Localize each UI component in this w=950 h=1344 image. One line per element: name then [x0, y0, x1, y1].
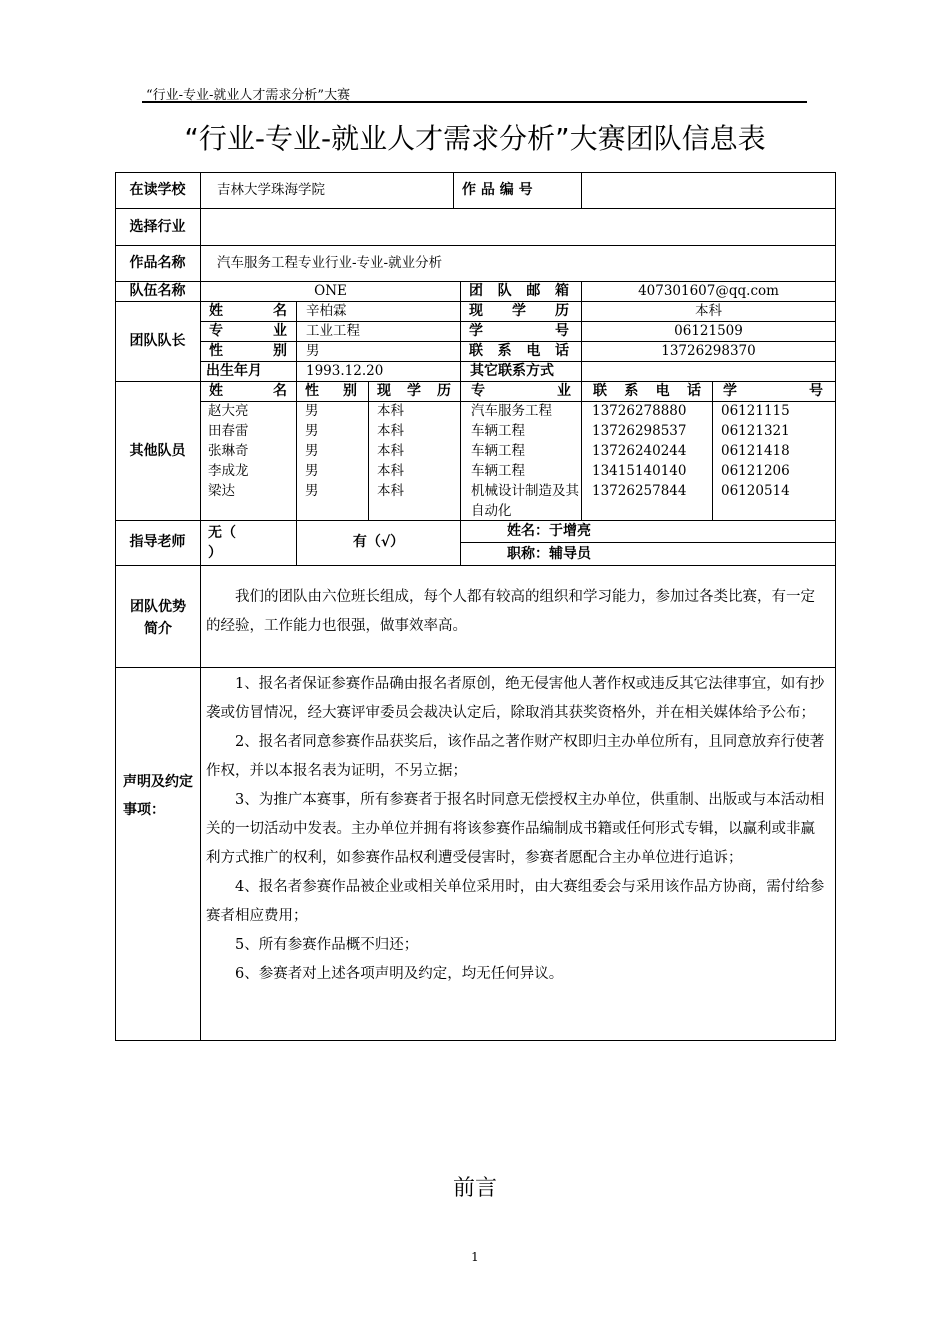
team-name-label: 队伍名称 — [129, 283, 186, 299]
leader-name-value[interactable]: 辛柏霖 — [306, 303, 347, 319]
work-name-value[interactable]: 汽车服务工程专业行业-专业-就业分析 — [217, 255, 443, 271]
member-major[interactable]: 车辆工程 — [471, 423, 525, 439]
leader-degree-value[interactable]: 本科 — [695, 303, 722, 319]
leader-major-label: 专业 — [209, 323, 287, 339]
member-major[interactable]: 汽车服务工程 — [471, 403, 552, 419]
declaration-list — [206, 670, 828, 1036]
declaration-label: 声明及约定事项： — [123, 774, 193, 818]
team-email-value[interactable]: 407301607@qq.com — [638, 283, 779, 299]
advisor-title: 职称：辅导员 — [507, 546, 591, 562]
industry-value[interactable] — [215, 209, 825, 245]
member-gender[interactable]: 男 — [305, 443, 319, 459]
col-student-id: 学号 — [723, 383, 823, 399]
leader-other-contact-label: 其它联系方式 — [470, 363, 554, 379]
leader-birth-label: 出生年月 — [206, 363, 262, 379]
work-number-value[interactable] — [585, 172, 831, 209]
member-gender[interactable]: 男 — [305, 483, 319, 499]
industry-label: 选择行业 — [129, 219, 186, 235]
member-name[interactable]: 李成龙 — [208, 463, 249, 479]
member-name[interactable]: 梁达 — [208, 483, 235, 499]
advantage-text[interactable]: 我们的团队由六位班长组成，每个人都有较高的组织和学习能力，参加过各类比赛，有一定的经验，工作能力也很强，做事效率高。 — [206, 589, 815, 634]
advisor-none-option[interactable]: 无（ ） — [208, 525, 236, 561]
leader-id-value[interactable]: 06121509 — [674, 323, 743, 339]
running-header: “行业-专业-就业人才需求分析”大赛 — [146, 88, 351, 103]
member-phone[interactable]: 13726278880 — [592, 403, 687, 419]
leader-id-label: 学号 — [469, 323, 569, 339]
school-value[interactable]: 吉林大学珠海学院 — [217, 182, 325, 198]
header-rule — [142, 101, 807, 103]
declaration-item: 1、报名者保证参赛作品确由报名者原创，绝无侵害他人著作权或违反其它法律事宜，如有抄袭或仿冒情况，经大赛评审委员会裁决认定后，除取消其获奖资格外，并在相关媒体给予公布； — [206, 676, 825, 721]
member-gender[interactable]: 男 — [305, 403, 319, 419]
member-student-id[interactable]: 06121418 — [721, 443, 790, 459]
member-name[interactable]: 田春雷 — [208, 423, 249, 439]
advisor-label: 指导老师 — [129, 534, 186, 550]
leader-major-value[interactable]: 工业工程 — [306, 323, 360, 339]
member-major[interactable]: 车辆工程 — [471, 463, 525, 479]
member-degree[interactable]: 本科 — [377, 483, 404, 499]
declaration-item: 2、报名者同意参赛作品获奖后，该作品之著作财产权即归主办单位所有，且同意放弃行使著作权，并以本报名表为证明，不另立据； — [206, 734, 825, 779]
col-name: 姓名 — [209, 383, 287, 399]
leader-phone-label: 联系电话 — [469, 343, 569, 359]
member-name[interactable]: 赵大亮 — [208, 403, 249, 419]
member-gender[interactable]: 男 — [305, 423, 319, 439]
declaration-item: 3、为推广本赛事，所有参赛者于报名时同意无偿授权主办单位，供重制、出版或与本活动相关的一切活动中发表。主办单位并拥有将该参赛作品编制成书籍或任何形式专辑，以赢利或非赢利方式推广的权利，如参赛作品权利遭受侵害时，参赛者愿配合主办单位进行追诉； — [206, 792, 825, 866]
member-student-id[interactable]: 06121206 — [721, 463, 790, 479]
member-phone[interactable]: 13726240244 — [592, 443, 687, 459]
member-student-id[interactable]: 06121115 — [721, 403, 790, 419]
col-major: 专业 — [471, 383, 571, 399]
advisor-has-option[interactable]: 有（√） — [352, 534, 405, 550]
member-degree[interactable]: 本科 — [377, 463, 404, 479]
declaration-item: 6、参赛者对上述各项声明及约定，均无任何异议。 — [235, 966, 564, 982]
member-name[interactable]: 张琳奇 — [208, 443, 249, 459]
team-name-value[interactable]: ONE — [314, 283, 347, 299]
member-degree[interactable]: 本科 — [377, 423, 404, 439]
member-student-id[interactable]: 06120514 — [721, 483, 790, 499]
member-phone[interactable]: 13415140140 — [592, 463, 687, 479]
page-title: “行业-专业-就业人才需求分析”大赛团队信息表 — [184, 122, 766, 155]
team-info-form — [115, 172, 836, 1041]
member-student-id[interactable]: 06121321 — [721, 423, 790, 439]
leader-phone-value[interactable]: 13726298370 — [661, 343, 756, 359]
member-phone[interactable]: 13726298537 — [592, 423, 687, 439]
member-gender[interactable]: 男 — [305, 463, 319, 479]
work-number-label: 作 品 编 号 — [462, 182, 533, 198]
leader-birth-value[interactable]: 1993.12.20 — [306, 363, 384, 379]
foreword-heading: 前言 — [452, 1176, 497, 1201]
leader-gender-label: 性别 — [209, 343, 287, 359]
member-phone[interactable]: 13726257844 — [592, 483, 687, 499]
col-degree: 现学历 — [377, 383, 451, 399]
declaration-item: 5、所有参赛作品概不归还； — [235, 937, 419, 953]
declaration-item: 4、报名者参赛作品被企业或相关单位采用时，由大赛组委会与采用该作品方协商，需付给参赛者相应费用； — [206, 879, 825, 924]
member-major[interactable]: 车辆工程 — [471, 443, 525, 459]
leader-degree-label: 现学历 — [469, 303, 569, 319]
school-label: 在读学校 — [129, 182, 186, 198]
team-email-label: 团队邮箱 — [469, 283, 569, 299]
member-major[interactable]: 机械设计制造及其自动化 — [471, 483, 579, 519]
leader-gender-value[interactable]: 男 — [306, 343, 320, 359]
page-number: 1 — [471, 1250, 479, 1264]
leader-label: 团队队长 — [129, 333, 186, 349]
advisor-name: 姓名：于增亮 — [507, 523, 591, 539]
members-label: 其他队员 — [129, 443, 186, 459]
col-gender: 性别 — [305, 383, 357, 399]
member-degree[interactable]: 本科 — [377, 443, 404, 459]
leader-other-contact-value[interactable] — [585, 361, 831, 381]
advantage-label: 团队优势简介 — [130, 599, 186, 637]
col-phone: 联系电话 — [593, 383, 701, 399]
leader-name-label: 姓名 — [209, 303, 287, 319]
member-degree[interactable]: 本科 — [377, 403, 404, 419]
work-name-label: 作品名称 — [129, 255, 186, 271]
